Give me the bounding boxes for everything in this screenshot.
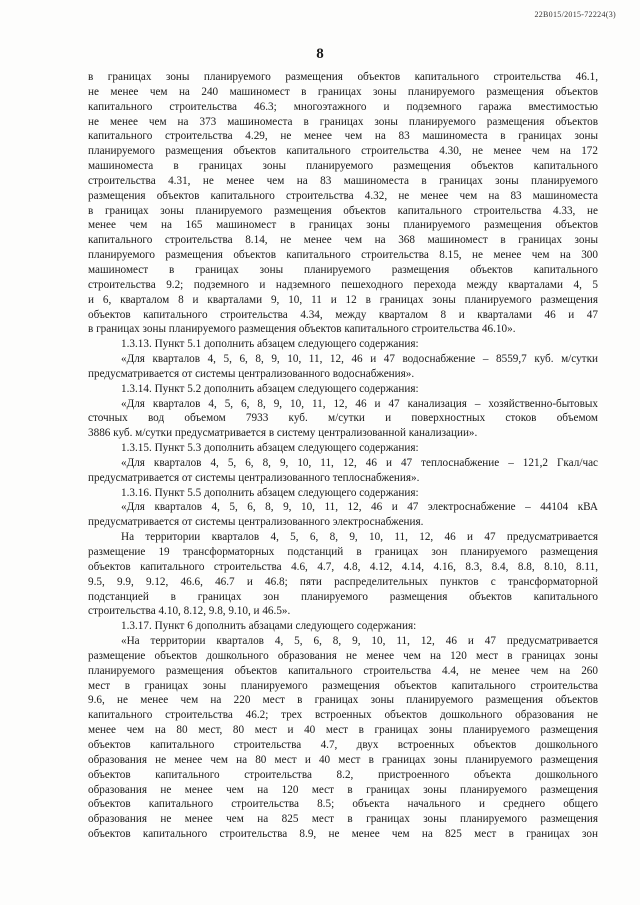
text-line: образования не менее чем на 120 мест в границах зоны планируемого размещения bbox=[88, 783, 598, 796]
text-line: объектов капитального строительства 8.9, не менее чем на 825 мест в границах зон bbox=[88, 828, 598, 841]
document-number: 22В015/2015-72224(3) bbox=[534, 10, 616, 19]
text-line: объектов капитального строительства 8.2, пристроенного объекта дошкольного bbox=[88, 768, 598, 781]
text-line: капитального строительства 4.29, не менее чем на 83 машиноместа в границах зоны bbox=[88, 130, 598, 143]
text-line: предусматривается от системы централизованного теплоснабжения». bbox=[88, 471, 420, 484]
text-line: 9.6, не менее чем на 220 мест в границах зоны планируемого размещения объектов bbox=[88, 694, 598, 707]
text-line: объектов капитального строительства 8.5; объекта начального и среднего общего bbox=[88, 798, 598, 811]
text-line: строительства 9.2; подземного и надземного пешеходного перехода между кварталами 4, 5 bbox=[88, 278, 598, 291]
text-line: машиноместа в границах зоны планируемого размещения объектов капитального bbox=[88, 160, 598, 173]
text-line: менее чем на 165 машиномест в границах зоны планируемого размещения объектов bbox=[88, 219, 598, 232]
document-body bbox=[88, 70, 598, 842]
text-line: 3886 куб. м/сутки предусматривается в систему централизованной канализации». bbox=[88, 427, 478, 440]
text-line: 1.3.14. Пункт 5.2 дополнить абзацем следующего содержания: bbox=[121, 382, 419, 395]
text-line: планируемого размещения объектов капитального строительства 4.30, не менее чем на 172 bbox=[88, 145, 598, 158]
text-line: в границах зоны планируемого размещения объектов капитального строительства 4.33, не bbox=[88, 204, 598, 217]
text-line: образования не менее чем на 80 мест и 40 мест в границах зоны планируемого размещения bbox=[88, 753, 598, 766]
text-line: На территории кварталов 4, 5, 6, 8, 9, 10, 11, 12, 46 и 47 предусматривается bbox=[121, 531, 598, 544]
text-line: «На территории кварталов 4, 5, 6, 8, 9, 10, 11, 12, 46 и 47 предусматривается bbox=[121, 635, 598, 648]
text-line: не менее чем на 240 машиномест в границах зоны планируемого размещения объектов bbox=[88, 85, 598, 98]
text-line: 1.3.13. Пункт 5.1 дополнить абзацем следующего содержания: bbox=[121, 338, 419, 351]
text-line: «Для кварталов 4, 5, 6, 8, 9, 10, 11, 12, 46 и 47 электроснабжение – 44104 кВА bbox=[121, 501, 598, 514]
text-line: объектов капитального строительства 4.6, 4.7, 4.8, 4.12, 4.14, 4.16, 8.3, 8.4, 8.8, 8.10, 8.11, bbox=[88, 560, 598, 573]
text-line: 1.3.15. Пункт 5.3 дополнить абзацем следующего содержания: bbox=[121, 442, 419, 455]
text-line: «Для кварталов 4, 5, 6, 8, 9, 10, 11, 12, 46 и 47 теплоснабжение – 121,2 Гкал/час bbox=[121, 456, 598, 469]
page-number: 8 bbox=[316, 46, 324, 62]
text-line: размещение 19 трансформаторных подстанций в границах зон планируемого размещения bbox=[88, 546, 598, 558]
text-line: размещения объектов капитального строительства 4.32, не менее чем на 83 машиноместа bbox=[88, 189, 598, 202]
text-line: образования не менее чем на 825 мест в границах зоны планируемого размещения bbox=[88, 813, 598, 826]
text-line: «Для кварталов 4, 5, 6, 8, 9, 10, 11, 12, 46 и 47 канализация – хозяйственно-бытовых bbox=[121, 397, 598, 410]
text-line: объектов капитального строительства 4.34, между кварталом 8 и кварталами 46 и 47 bbox=[88, 308, 598, 321]
text-line: капитального строительства 8.14, не менее чем на 368 машиномест в границах зоны bbox=[88, 234, 598, 247]
text-line: планируемого размещения объектов капитального строительства 4.4, не менее чем на 260 bbox=[88, 664, 598, 677]
text-line: 1.3.17. Пункт 6 дополнить абзацами следующего содержания: bbox=[121, 620, 417, 633]
text-line: мест в границах зоны планируемого размещения объектов капитального строительства bbox=[88, 679, 598, 692]
text-line: строительства 4.31, не менее чем на 83 машиноместа в границах зоны планируемого bbox=[88, 174, 598, 187]
text-line: 1.3.16. Пункт 5.5 дополнить абзацем следующего содержания: bbox=[121, 486, 419, 499]
text-line: «Для кварталов 4, 5, 6, 8, 9, 10, 11, 12, 46 и 47 водоснабжение – 8559,7 куб. м/сутки bbox=[121, 353, 598, 366]
text-line: капитального строительства 46.3; многоэтажного и подземного гаража вместимостью bbox=[88, 100, 598, 113]
text-line: в границах зоны планируемого размещения объектов капитального строительства 46.1, bbox=[88, 71, 598, 83]
text-line: капитального строительства 46.2; трех встроенных объектов дошкольного образования не bbox=[88, 709, 598, 722]
text-line: планируемого размещения объектов капитального строительства 8.15, не менее чем на 300 bbox=[88, 249, 598, 262]
text-line: размещение объектов дошкольного образования не менее чем на 120 мест в границах зоны bbox=[88, 649, 598, 662]
text-line: менее чем на 80 мест, 80 мест и 40 мест в границах зоны планируемого размещения bbox=[88, 724, 598, 737]
text-line: объектов капитального строительства 4.7, двух встроенных объектов дошкольного bbox=[88, 738, 598, 751]
text-line: сточных вод объемом 7933 куб. м/сутки и поверхностных стоков объемом bbox=[88, 412, 598, 425]
text-line: подстанцией в границах зон планируемого размещения объектов капитального bbox=[88, 590, 598, 603]
text-line: предусматривается от системы централизованного электроснабжения. bbox=[88, 516, 424, 529]
text-line: строительства 4.10, 8.12, 9.8, 9.10, и 46.5». bbox=[88, 605, 291, 618]
text-line: 9.5, 9.9, 9.12, 46.6, 46.7 и 46.8; пяти распределительных пунктов с трансформаторной bbox=[88, 575, 598, 588]
text-line: предусматривается от системы централизованного водоснабжения». bbox=[88, 367, 415, 380]
text-line: машиномест в границах зоны планируемого размещения объектов капитального bbox=[88, 263, 598, 276]
text-line: не менее чем на 373 машиноместа в границах зоны планируемого размещения объектов bbox=[88, 115, 598, 128]
text-line: и 6, кварталом 8 и кварталами 9, 10, 11 и 12 в границах зоны планируемого размещения bbox=[88, 293, 598, 306]
text-line: в границах зоны планируемого размещения объектов капитального строительства 46.10». bbox=[88, 323, 516, 336]
